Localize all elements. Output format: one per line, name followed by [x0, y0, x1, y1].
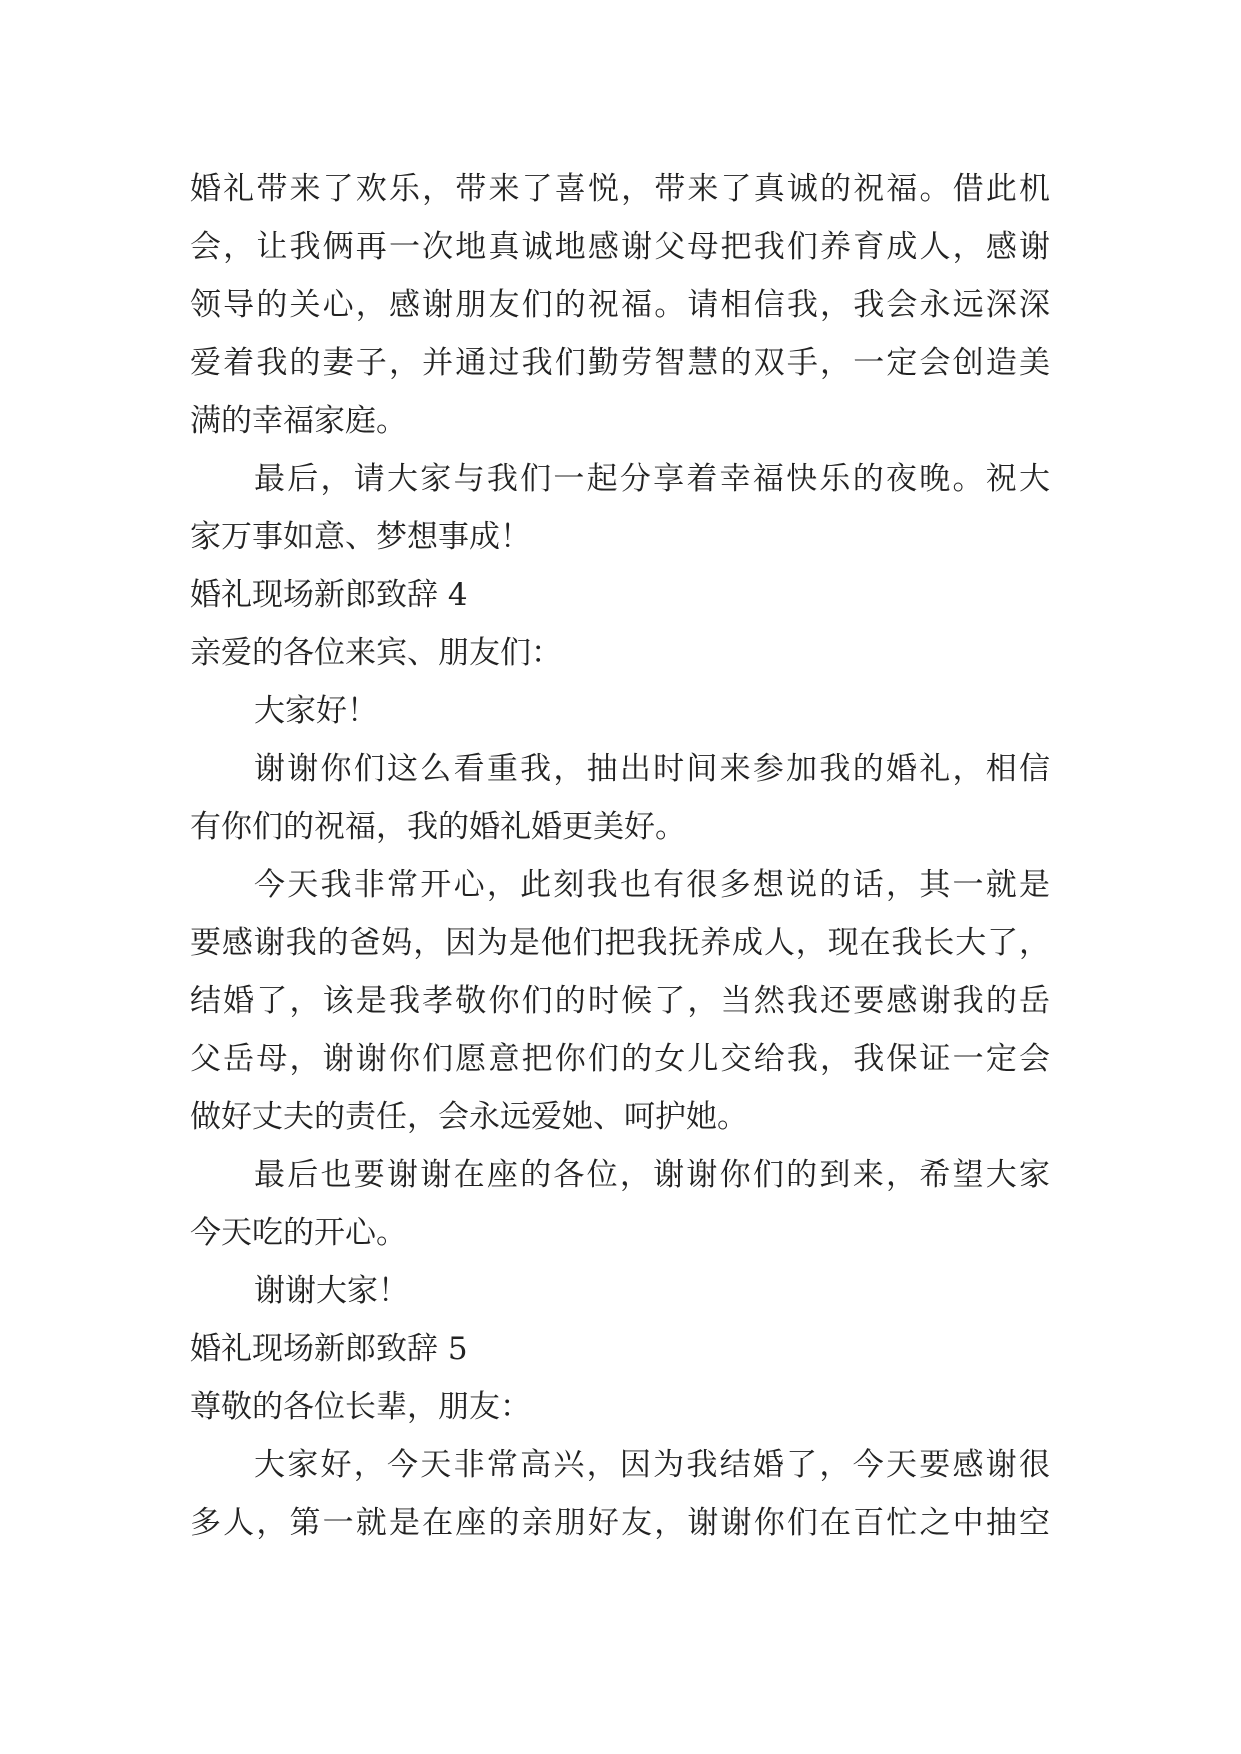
text-line: 做好丈夫的责任，会永远爱她、呵护她。	[190, 1099, 748, 1135]
text-line: 要感谢我的爸妈，因为是他们把我抚养成人，现在我长大了，	[190, 925, 1050, 961]
text-line: 谢谢你们这么看重我，抽出时间来参加我的婚礼，相信	[254, 751, 1050, 787]
text-line: 爱着我的妻子，并通过我们勤劳智慧的双手，一定会创造美	[190, 345, 1050, 381]
section-heading: 婚礼现场新郎致辞 4	[190, 577, 468, 613]
document-body	[190, 160, 1050, 1552]
text-line: 父岳母，谢谢你们愿意把你们的女儿交给我，我保证一定会	[190, 1041, 1050, 1077]
text-line: 满的幸福家庭。	[190, 403, 407, 439]
section-heading: 婚礼现场新郎致辞 5	[190, 1331, 468, 1367]
text-line: 大家好，今天非常高兴，因为我结婚了，今天要感谢很	[254, 1447, 1050, 1483]
text-line: 多人，第一就是在座的亲朋好友，谢谢你们在百忙之中抽空	[190, 1505, 1050, 1541]
text-line: 领导的关心，感谢朋友们的祝福。请相信我，我会永远深深	[190, 287, 1050, 323]
text-line: 大家好！	[254, 693, 378, 729]
text-line: 最后，请大家与我们一起分享着幸福快乐的夜晚。祝大	[254, 461, 1050, 497]
text-line: 结婚了，该是我孝敬你们的时候了，当然我还要感谢我的岳	[190, 983, 1050, 1019]
text-line: 亲爱的各位来宾、朋友们：	[190, 635, 562, 671]
text-line: 会，让我俩再一次地真诚地感谢父母把我们养育成人，感谢	[190, 229, 1050, 265]
text-line: 谢谢大家！	[254, 1273, 409, 1309]
text-line: 今天吃的开心。	[190, 1215, 407, 1251]
text-line: 婚礼带来了欢乐，带来了喜悦，带来了真诚的祝福。借此机	[190, 171, 1050, 207]
text-line: 最后也要谢谢在座的各位，谢谢你们的到来，希望大家	[254, 1157, 1050, 1193]
text-line: 今天我非常开心，此刻我也有很多想说的话，其一就是	[254, 867, 1050, 903]
text-line: 有你们的祝福，我的婚礼婚更美好。	[190, 809, 686, 845]
text-line: 家万事如意、梦想事成！	[190, 519, 531, 555]
text-line: 尊敬的各位长辈，朋友：	[190, 1389, 531, 1425]
